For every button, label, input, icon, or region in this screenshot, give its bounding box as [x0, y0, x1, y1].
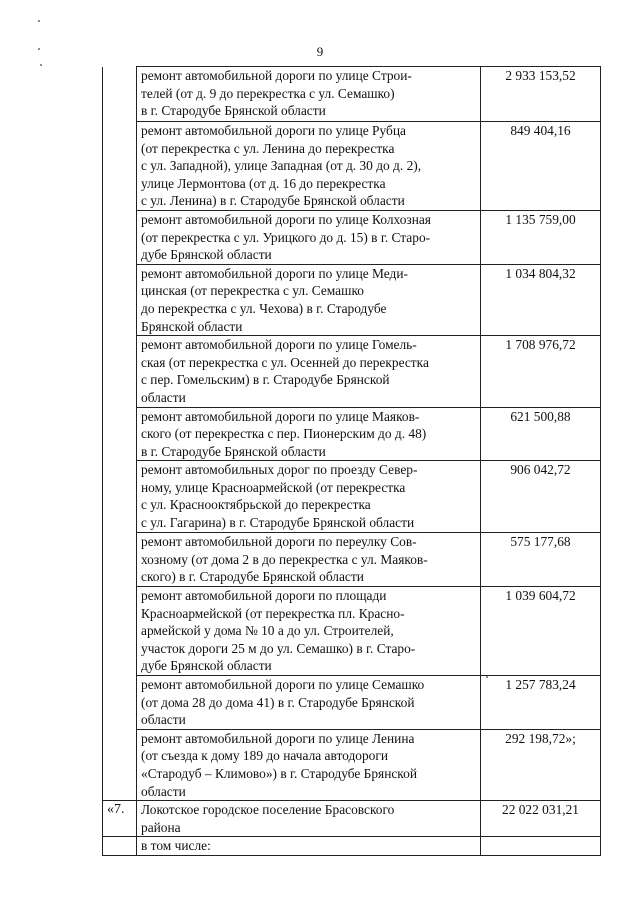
description-line: с ул. Западной), улице Западная (от д. 30 до д. 2), — [141, 158, 422, 174]
description-line: Красноармейской (от перекрестка пл. Красно- — [141, 605, 405, 621]
amount-cell: 621 500,88 — [481, 407, 601, 461]
row-number-cell — [103, 729, 137, 800]
row-number-cell — [103, 122, 137, 211]
description-line: ному, улице Красноармейской (от перекрестка — [141, 479, 406, 495]
amount-cell: 906 042,72 — [481, 461, 601, 533]
description-line: дубе Брянской области — [141, 658, 272, 674]
budget-table — [102, 66, 601, 856]
description-line: Брянской области — [141, 318, 243, 334]
description-line: (от дома 28 до дома 41) в г. Стародубе Брянской — [141, 694, 415, 710]
description-line: в том числе: — [141, 838, 211, 854]
amount-cell: 2 933 153,52 — [481, 67, 601, 122]
description-line: телей (от д. 9 до перекрестка с ул. Семашко) — [141, 85, 395, 101]
description-line: улице Лермонтова (от д. 16 до перекрестка — [141, 175, 386, 191]
row-number-cell — [103, 587, 137, 676]
table-row — [103, 122, 601, 211]
description-line: «Стародуб – Климово») в г. Стародубе Брянской — [141, 766, 417, 781]
row-number-cell: «7. — [103, 801, 137, 837]
description-cell — [137, 336, 481, 407]
description-line: ремонт автомобильной дороги по переулку Сов- — [141, 534, 417, 550]
description-line: ская (от перекрестка с ул. Осенней до перекрестка — [141, 354, 429, 370]
description-line: до перекрестка с ул. Чехова) в г. Стародубе — [141, 300, 387, 316]
description-cell — [137, 533, 481, 587]
table-row — [103, 210, 601, 264]
table-row — [103, 729, 601, 800]
description-line: ремонт автомобильной дороги по площади — [141, 588, 387, 604]
table-row — [103, 837, 601, 856]
amount-cell: 1 135 759,00 — [481, 210, 601, 264]
amount-cell: 575 177,68 — [481, 533, 601, 587]
description-line: Локотское городское поселение Брасовского — [141, 802, 395, 818]
description-cell — [137, 264, 481, 335]
row-number-cell — [103, 210, 137, 264]
row-number-cell — [103, 461, 137, 533]
amount-cell — [481, 837, 601, 856]
description-line: (от перекрестка с ул. Урицкого до д. 15) в г. Старо- — [141, 229, 431, 245]
table-row — [103, 461, 601, 533]
table-row — [103, 407, 601, 461]
amount-cell: 1 034 804,32 — [481, 264, 601, 335]
description-cell — [137, 729, 481, 800]
description-line: области — [141, 389, 186, 405]
table-row — [103, 336, 601, 407]
row-number-cell — [103, 533, 137, 587]
row-number-cell — [103, 336, 137, 407]
description-line: ремонт автомобильной дороги по улице Маяков- — [141, 408, 420, 424]
table-row — [103, 264, 601, 335]
description-line: ского) в г. Стародубе Брянской области — [141, 569, 364, 585]
amount-cell: 849 404,16 — [481, 122, 601, 211]
description-line: области — [141, 783, 186, 799]
table-row — [103, 67, 601, 122]
description-line: ремонт автомобильной дороги по улице Рубца — [141, 123, 406, 138]
amount-cell: 22 022 031,21 — [481, 801, 601, 837]
description-cell — [137, 676, 481, 730]
description-line: ремонт автомобильной дороги по улице Семашко — [141, 677, 425, 693]
description-line: ремонт автомобильной дороги по улице Строи- — [141, 68, 412, 83]
table-row — [103, 533, 601, 587]
description-line: ремонт автомобильной дороги по улице Гомель- — [141, 337, 417, 353]
description-line: (от перекрестка с ул. Ленина до перекрестка — [141, 140, 395, 156]
description-cell — [137, 210, 481, 264]
description-line: с ул. Гагарина) в г. Стародубе Брянской области — [141, 515, 415, 531]
description-cell — [137, 407, 481, 461]
row-number-cell — [103, 264, 137, 335]
description-cell — [137, 587, 481, 676]
description-cell — [137, 122, 481, 211]
description-line: ремонт автомобильной дороги по улице Меди- — [141, 265, 408, 281]
description-line: ремонт автомобильной дороги по улице Ленина — [141, 730, 415, 746]
row-number-cell — [103, 837, 137, 856]
description-line: с ул. Краснооктябрьской до перекрестка — [141, 497, 371, 513]
scan-speck — [38, 20, 40, 22]
description-line: с пер. Гомельским) в г. Стародубе Брянской — [141, 372, 390, 388]
scan-speck — [40, 64, 42, 66]
description-line: в г. Стародубе Брянской области — [141, 103, 326, 119]
description-cell — [137, 67, 481, 122]
description-cell — [137, 461, 481, 533]
description-line: ремонт автомобильной дороги по улице Колхозная — [141, 211, 431, 227]
description-line: хозному (от дома 2 в до перекрестка с ул. Маяков- — [141, 551, 428, 567]
description-line: области — [141, 712, 186, 728]
description-line: (от съезда к дому 189 до начала автодороги — [141, 748, 389, 764]
table-row — [103, 587, 601, 676]
amount-cell: 1 257 783,24 — [481, 676, 601, 730]
description-line: цинская (от перекрестка с ул. Семашко — [141, 283, 364, 299]
scan-speck — [38, 48, 40, 50]
row-number-cell — [103, 407, 137, 461]
description-line: в г. Стародубе Брянской области — [141, 443, 326, 459]
description-line: с ул. Ленина) в г. Стародубе Брянской области — [141, 193, 405, 209]
amount-cell: 1 039 604,72 — [481, 587, 601, 676]
table-row — [103, 676, 601, 730]
page-number: 9 — [316, 44, 324, 59]
description-cell — [137, 837, 481, 856]
table-row — [103, 801, 601, 837]
description-line: района — [141, 819, 181, 835]
description-line: дубе Брянской области — [141, 247, 272, 263]
description-line: участок дороги 25 м до ул. Семашко) в г. Старо- — [141, 640, 416, 656]
amount-cell: 1 708 976,72 — [481, 336, 601, 407]
description-line: армейской у дома № 10 а до ул. Строителей, — [141, 623, 394, 639]
row-number-cell — [103, 676, 137, 730]
row-number-cell — [103, 67, 137, 122]
description-line: ремонт автомобильных дорог по проезду Север- — [141, 462, 418, 478]
description-cell — [137, 801, 481, 837]
description-line: ского (от перекрестка с пер. Пионерским до д. 48) — [141, 426, 427, 442]
amount-cell: 292 198,72»; — [481, 729, 601, 800]
